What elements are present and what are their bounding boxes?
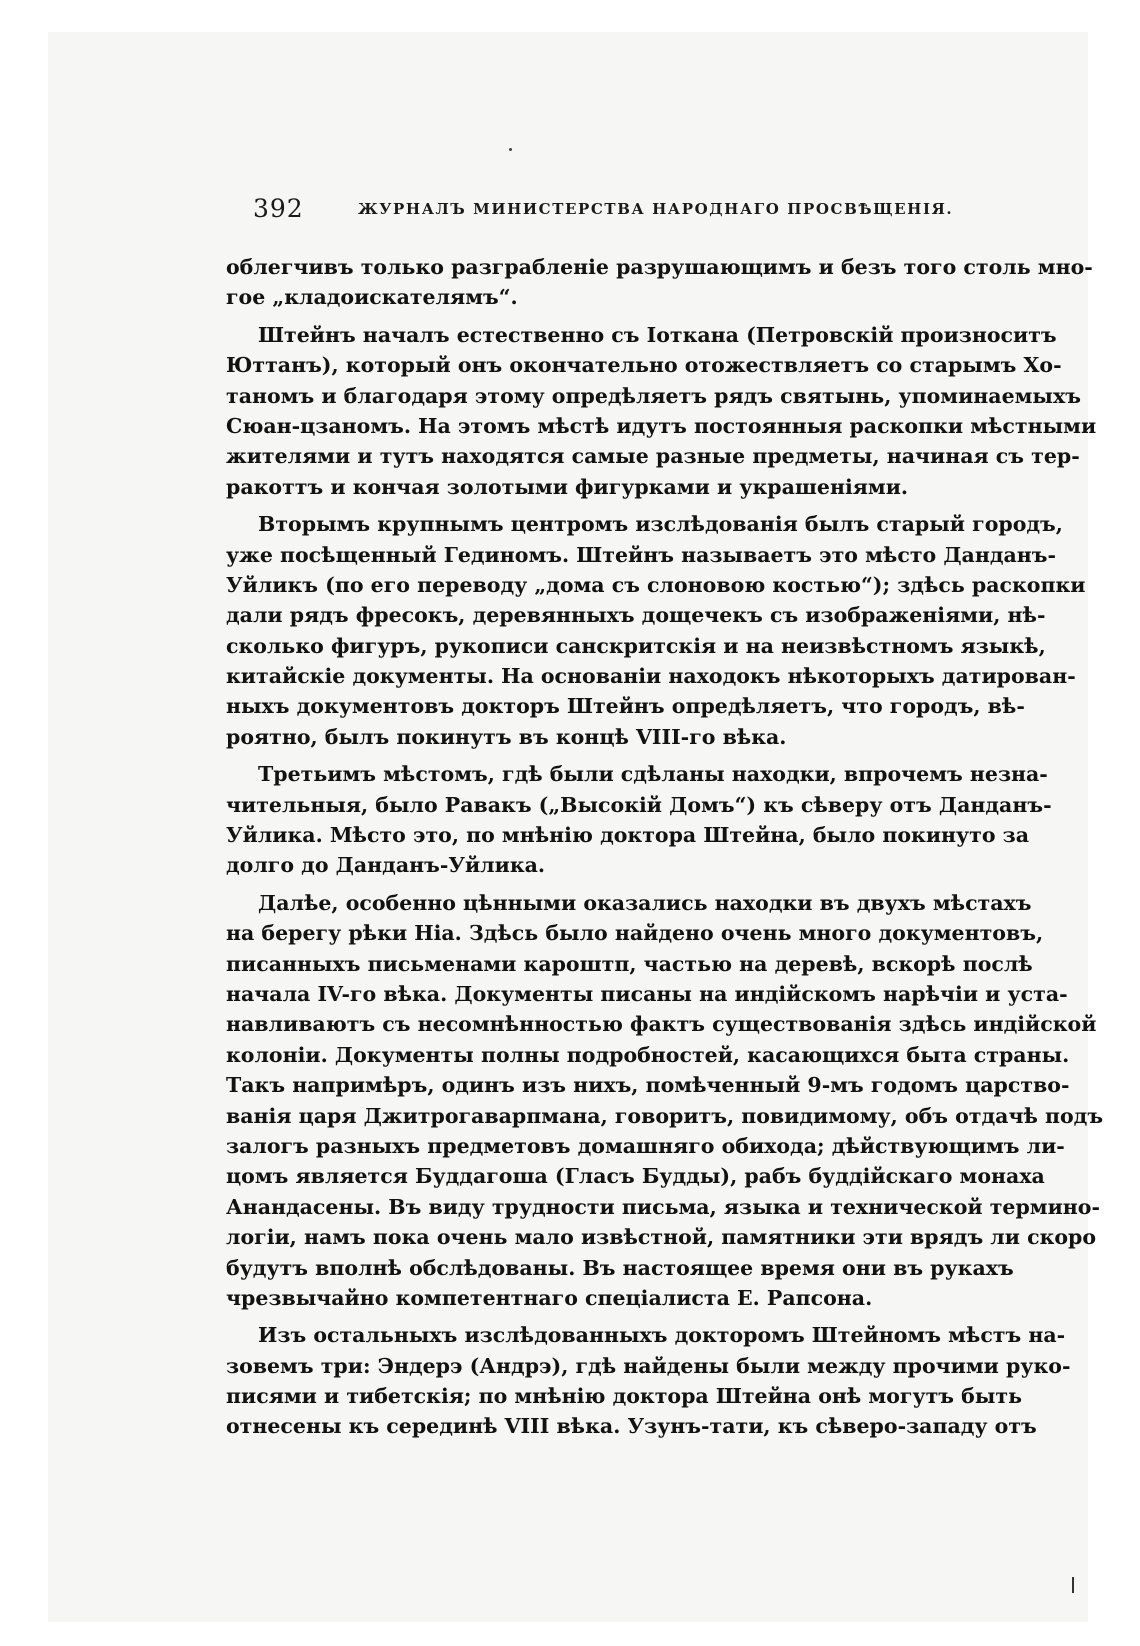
text-line: Уйликъ (по его переводу „дома съ слоновою костью“); здѣсь раскопки [226, 572, 1086, 597]
text-line: колоніи. Документы полны подробностей, касающихся быта страны. [226, 1042, 1070, 1067]
text-line: облегчивъ только разграбленіе разрушающимъ и безъ того столь мно- [226, 255, 1093, 279]
paragraph [226, 320, 1097, 502]
margin-mark [1072, 1577, 1074, 1593]
text-line: Такъ напримѣръ, одинъ изъ нихъ, помѣченный 9-мъ годомъ царство- [226, 1073, 1070, 1098]
text-line: Сюан-цзаномъ. На этомъ мѣстѣ идутъ постоянныя раскопки мѣстными [226, 413, 1097, 438]
text-line: сколько фигуръ, рукописи санскритскія и на неизвѣстномъ языкѣ, [226, 633, 1046, 658]
text-line: ныхъ документовъ докторъ Штейнъ опредѣляетъ, что городъ, вѣ- [226, 694, 1025, 719]
text-line: долго до Данданъ-Уйлика. [226, 853, 546, 878]
text-line: гое „кладоискателямъ“. [226, 285, 518, 310]
paragraph [226, 252, 1093, 313]
journal-title: ЖУРНАЛЪ МИНИСТЕРСТВА НАРОДНАГО ПРОСВѢЩЕНІЯ. [358, 200, 954, 218]
ink-speck [509, 148, 512, 151]
paragraph [226, 509, 1086, 752]
paragraph [226, 759, 1052, 881]
text-line: логіи, намъ пока очень мало извѣстной, памятники эти врядъ ли скоро [226, 1225, 1097, 1250]
text-line: навливаютъ съ несомнѣнностью фактъ существованія здѣсь индійской [226, 1012, 1097, 1037]
running-head [253, 194, 954, 223]
text-line: Вторымъ крупнымъ центромъ изслѣдованія былъ старый городъ, [258, 512, 1063, 537]
text-line: на берегу рѣки Ніа. Здѣсь было найдено очень много документовъ, [226, 921, 1044, 946]
paragraph [226, 1320, 1071, 1442]
body-text [226, 252, 1104, 1449]
text-line: чительныя, было Равакъ („Высокій Домъ“) къ сѣверу отъ Данданъ- [226, 792, 1052, 817]
text-line: Далѣе, особенно цѣнными оказались находки въ двухъ мѣстахъ [258, 890, 1032, 915]
text-line: жителями и тутъ находятся самые разные предметы, начиная съ тер- [226, 444, 1080, 469]
paragraph [226, 888, 1104, 1313]
text-line: чрезвычайно компетентнаго спеціалиста Е. Рапсона. [226, 1285, 873, 1310]
text-line: Штейнъ началъ естественно съ Іоткана (Петровскій произноситъ [258, 322, 1057, 347]
text-line: ракоттъ и кончая золотыми фигурками и украшеніями. [226, 474, 909, 499]
text-line: писанныхъ письменами кароштп, частью на деревѣ, вскорѣ послѣ [226, 951, 1033, 976]
text-line: Анандасены. Въ виду трудности письма, языка и технической термино- [226, 1194, 1100, 1219]
text-line: будутъ вполнѣ обслѣдованы. Въ настоящее время они въ рукахъ [226, 1255, 1014, 1280]
text-line: отнесены къ серединѣ VIII вѣка. Узунъ-тати, къ сѣверо-западу отъ [226, 1414, 1037, 1439]
text-line: ванія царя Джитрогаварпмана, говоритъ, повидимому, объ отдачѣ подъ [226, 1103, 1104, 1128]
text-line: Третьимъ мѣстомъ, гдѣ были сдѣланы находки, впрочемъ незна- [258, 762, 1048, 787]
text-line: уже посѣщенный Гединомъ. Штейнъ называетъ это мѣсто Данданъ- [226, 542, 1057, 567]
text-line: зовемъ три: Эндерэ (Андрэ), гдѣ найдены были между прочими руко- [226, 1353, 1071, 1378]
page-number: 392 [253, 194, 304, 223]
text-line: роятно, былъ покинутъ въ концѣ VIII-го вѣка. [226, 724, 787, 749]
text-line: цомъ является Буддагоша (Гласъ Будды), рабъ буддійскаго монаха [226, 1164, 1045, 1189]
text-line: писями и тибетскія; по мнѣнію доктора Штейна онѣ могутъ быть [226, 1384, 1023, 1409]
text-line: таномъ и благодаря этому опредѣляетъ рядъ святынь, упоминаемыхъ [226, 383, 1081, 408]
text-line: залогъ разныхъ предметовъ домашняго обихода; дѣйствующимъ ли- [226, 1133, 1065, 1158]
text-line: китайскіе документы. На основаніи находокъ нѣкоторыхъ датирован- [226, 664, 1076, 689]
text-line: начала IV-го вѣка. Документы писаны на индійскомъ нарѣчіи и уста- [226, 981, 1068, 1006]
text-line: Юттанъ), который онъ окончательно отожествляетъ со старымъ Хо- [226, 353, 1062, 378]
text-line: Изъ остальныхъ изслѣдованныхъ докторомъ Штейномъ мѣстъ на- [258, 1323, 1066, 1348]
text-line: Уйлика. Мѣсто это, по мнѣнію доктора Штейна, было покинуто за [226, 823, 1030, 848]
text-line: дали рядъ фресокъ, деревянныхъ дощечекъ съ изображеніями, нѣ- [226, 603, 1046, 628]
